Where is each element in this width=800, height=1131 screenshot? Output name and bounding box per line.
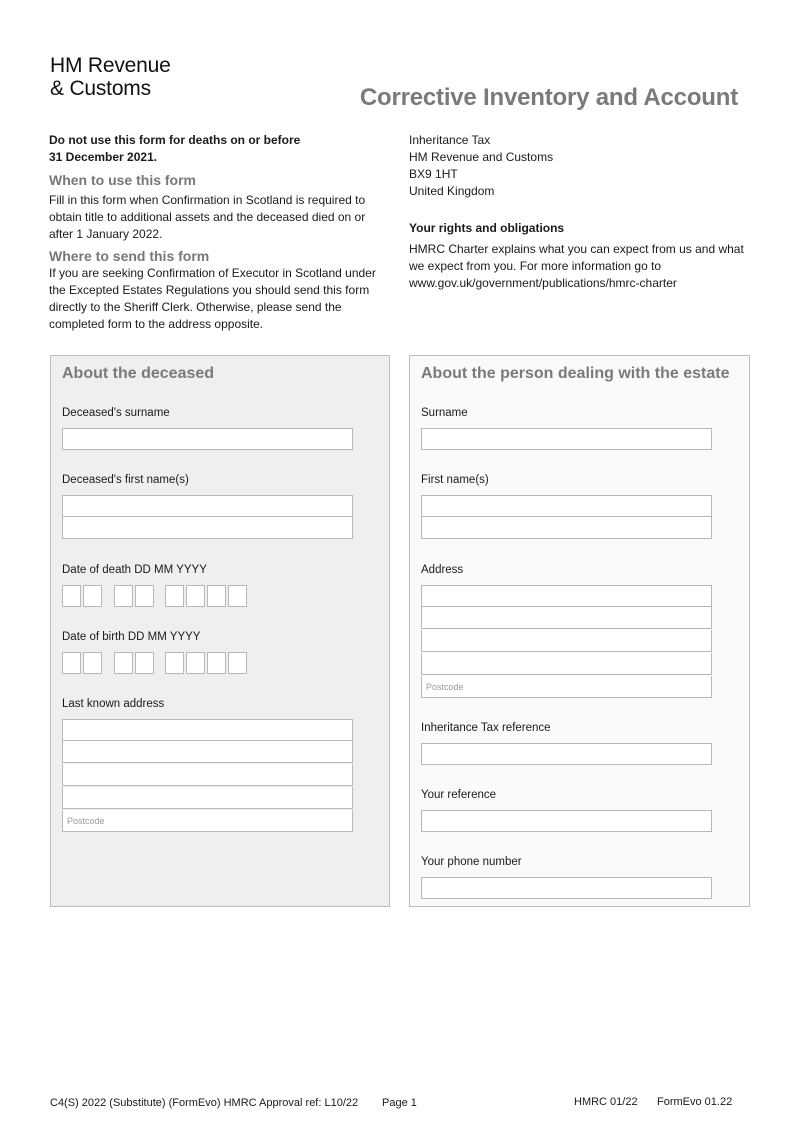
person-postcode-input[interactable] [421,676,712,698]
dod-year-2[interactable] [186,585,205,607]
person-first-names-input-1[interactable] [421,495,712,517]
person-panel-title: About the person dealing with the estate [421,365,730,382]
deceased-first-names-input-2[interactable] [62,517,353,539]
deceased-address-line-1[interactable] [62,719,353,741]
warning-line-1: Do not use this form for deaths on or before [49,133,301,147]
deceased-postcode-input[interactable] [62,810,353,832]
footer-form-ref: C4(S) 2022 (Substitute) (FormEvo) HMRC Approval ref: L10/22 [50,1097,359,1109]
dod-day-1[interactable] [62,585,81,607]
logo-line-2: & Customs [50,77,151,100]
date-of-death-label: Date of death DD MM YYYY [62,564,207,576]
dod-day-2[interactable] [83,585,102,607]
deceased-panel [50,355,390,907]
deceased-surname-label: Deceased's surname [62,407,170,419]
deceased-postcode-placeholder: Postcode [67,816,105,826]
address-line-3: BX9 1HT [409,167,458,181]
dob-year-3[interactable] [207,652,226,674]
deceased-first-names-label: Deceased's first name(s) [62,474,189,486]
dob-year-1[interactable] [165,652,184,674]
hmrc-logo [50,54,171,100]
person-address-line-4[interactable] [421,653,712,675]
footer-formevo: FormEvo 01.22 [657,1096,733,1108]
dod-month-2[interactable] [135,585,154,607]
deceased-panel-title: About the deceased [62,365,215,382]
phone-number-input[interactable] [421,877,712,899]
person-surname-input[interactable] [421,428,712,450]
footer-page-number: Page 1 [382,1097,417,1109]
dod-month-1[interactable] [114,585,133,607]
deceased-surname-input[interactable] [62,428,353,450]
when-heading: When to use this form [49,172,196,188]
intro-section [49,132,389,333]
address-line-1: Inheritance Tax [409,133,491,147]
dod-year-3[interactable] [207,585,226,607]
rights-heading: Your rights and obligations [409,221,565,235]
dod-year-1[interactable] [165,585,184,607]
where-heading: Where to send this form [49,248,210,264]
your-reference-label: Your reference [421,789,497,801]
iht-reference-input[interactable] [421,743,712,765]
dob-year-4[interactable] [228,652,247,674]
person-first-names-input-2[interactable] [421,517,712,539]
person-first-names-label: First name(s) [421,474,489,486]
deceased-address-line-3[interactable] [62,764,353,786]
deceased-address-line-2[interactable] [62,741,353,763]
person-address-line-3[interactable] [421,630,712,652]
person-address-line-1[interactable] [421,585,712,607]
footer-hmrc-date: HMRC 01/22 [574,1096,638,1108]
dob-year-2[interactable] [186,652,205,674]
dob-day-2[interactable] [83,652,102,674]
dod-year-4[interactable] [228,585,247,607]
iht-reference-label: Inheritance Tax reference [421,722,551,734]
postal-address [409,132,749,292]
person-surname-label: Surname [421,407,468,419]
dob-month-2[interactable] [135,652,154,674]
last-known-address-label: Last known address [62,698,165,710]
logo-line-1: HM Revenue [50,54,171,77]
date-of-birth-label: Date of birth DD MM YYYY [62,631,201,643]
deceased-address-line-4[interactable] [62,787,353,809]
phone-number-label: Your phone number [421,856,522,868]
address-line-2: HM Revenue and Customs [409,150,554,164]
form-title: Corrective Inventory and Account [359,84,738,111]
dob-month-1[interactable] [114,652,133,674]
person-panel [409,355,750,907]
warning-line-2: 31 December 2021. [49,150,158,164]
deceased-first-names-input-1[interactable] [62,495,353,517]
rights-text: HMRC Charter explains what you can expect from us and what we expect from you. For more information go to www.gov.uk/government/publications/hmrc-charter [409,242,744,290]
person-postcode-placeholder: Postcode [426,682,464,692]
when-text: Fill in this form when Confirmation in Scotland is required to obtain title to additional assets and the deceased died on or after 1 January 2022. [49,193,366,241]
person-address-label: Address [421,564,464,576]
your-reference-input[interactable] [421,810,712,832]
dob-day-1[interactable] [62,652,81,674]
where-text: If you are seeking Confirmation of Executor in Scotland under the Excepted Estates Regulations you should send this form directly to the Sheriff Clerk. Otherwise, please send the completed form to the address opposite. [49,266,376,331]
address-line-4: United Kingdom [409,184,495,198]
person-address-line-2[interactable] [421,607,712,629]
